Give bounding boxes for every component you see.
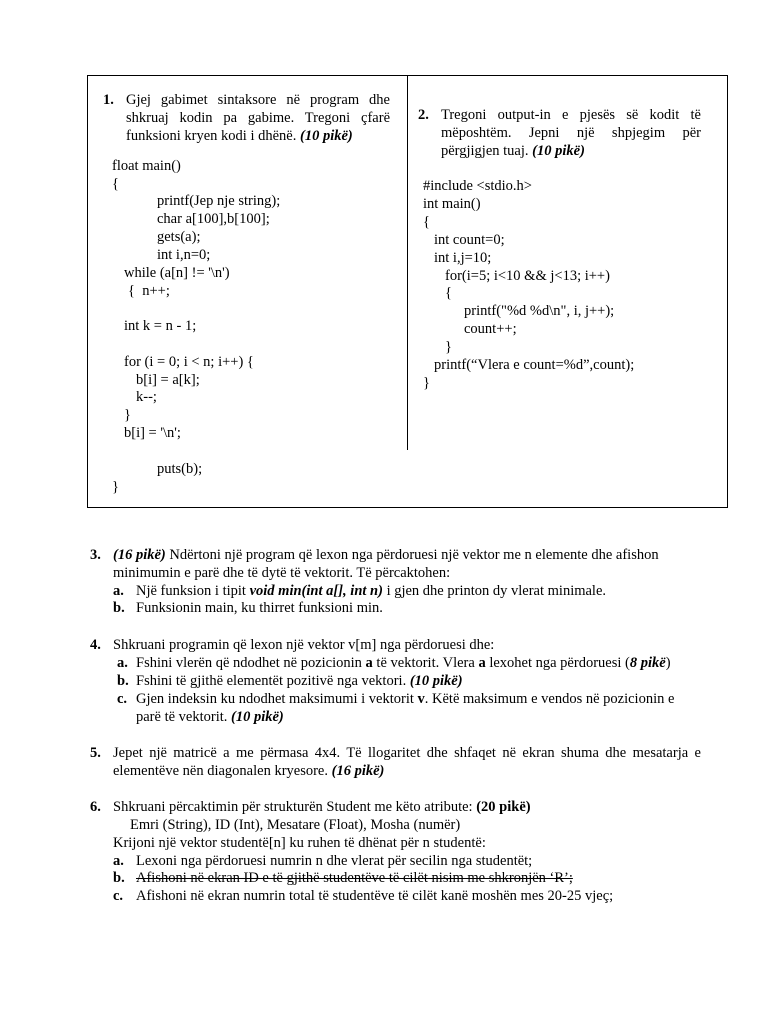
q5-number: 5. xyxy=(90,745,101,761)
q6-line-3: Krijoni një vektor studentë[n] ku ruhen të dhënat për n studentë: xyxy=(113,835,486,851)
q4-number: 4. xyxy=(90,637,101,653)
q6-number: 6. xyxy=(90,799,101,815)
q6-line-1 xyxy=(113,798,531,816)
q1-points: (10 pikë) xyxy=(299,128,353,144)
q4-c-line-2 xyxy=(136,708,284,726)
code-line: { xyxy=(112,176,119,192)
q6-a-label: a. xyxy=(113,853,124,869)
q4-a-label: a. xyxy=(117,655,128,671)
q2-line-3-text: përgjigjen tuaj. xyxy=(441,143,533,159)
code-line: b[i] = '\n'; xyxy=(124,425,181,441)
code-line: while (a[n] != '\n') xyxy=(124,265,230,281)
q6-attributes: Emri (String), ID (Int), Mesatare (Float), Mosha (numër) xyxy=(130,817,461,833)
q4-c-post: . Këtë maksimum e vendos në pozicionin e xyxy=(424,691,675,707)
code-line: { n++; xyxy=(128,283,170,299)
code-line: for(i=5; i<10 && j<13; i++) xyxy=(445,268,610,284)
q4-line-1: Shkruani programin që lexon një vektor v[m] nga përdoruesi dhe: xyxy=(113,637,495,653)
code-line: } xyxy=(112,479,119,495)
q2-line-1: Tregoni output-in e pjesës së kodit të xyxy=(441,107,701,123)
code-line: k--; xyxy=(136,389,157,405)
q4-c-pre: Gjen indeksin ku ndodhet maksimumi i vektorit xyxy=(136,691,418,707)
code-line: b[i] = a[k]; xyxy=(136,372,200,388)
q6-a-text: Lexoni nga përdoruesi numrin n dhe vlerat për secilin nga studentët; xyxy=(136,853,533,869)
code-line: } xyxy=(423,375,430,391)
q4-b-label: b. xyxy=(117,673,129,689)
q4-b-points: (10 pikë) xyxy=(409,673,463,689)
q4-c-label: c. xyxy=(117,691,128,707)
code-line: puts(b); xyxy=(157,461,203,477)
q1-line-3 xyxy=(126,127,353,145)
q6-b-text: Afishoni në ekran ID e të gjithë studentëve të cilët nisim me shkronjën ‘R’; xyxy=(136,870,573,886)
code-line: printf(Jep nje string); xyxy=(157,193,281,209)
q3-b-label: b. xyxy=(113,600,125,616)
q6-points: (20 pikë) xyxy=(476,799,531,815)
q3-b-text: Funksionin main, ku thirret funksioni min. xyxy=(136,600,383,616)
q3-a-signature: void min(int a[], int n) xyxy=(249,583,383,599)
code-line: char a[100],b[100]; xyxy=(157,211,270,227)
code-line: int k = n - 1; xyxy=(124,318,197,334)
q6-c-text: Afishoni në ekran numrin total të studentëve të cilët kanë moshën mes 20-25 vjeç; xyxy=(136,888,614,904)
q2-line-2: mëposhtëm. Jepni një shpjegim për xyxy=(441,125,701,141)
code-line: float main() xyxy=(112,158,181,174)
q1-line-3-text: funksioni kryen kodi i dhënë. xyxy=(126,128,300,144)
q3-a-text xyxy=(136,582,606,600)
q4-a-pre: Fshini vlerën që ndodhet në pozicionin xyxy=(136,655,366,671)
q4-b-pre: Fshini të gjithë elementët pozitivë nga vektori. xyxy=(136,673,410,689)
code-line: } xyxy=(124,407,131,423)
q3-line-1-text: Ndërtoni një program që lexon nga përdoruesi një vektor me n elemente dhe afishon xyxy=(165,547,659,563)
code-line: { xyxy=(423,214,430,230)
q4-a-text xyxy=(136,654,671,672)
q4-c-bold: v xyxy=(417,691,425,707)
q5-line-1: Jepet një matricë a me përmasa 4x4. Të llogaritet dhe shfaqet në ekran shuma dhe mesatarja e xyxy=(113,745,701,761)
q6-c-label: c. xyxy=(113,888,124,904)
code-line: for (i = 0; i < n; i++) { xyxy=(124,354,254,370)
q3-a-label: a. xyxy=(113,583,124,599)
q3-points: (16 pikë) xyxy=(113,547,166,563)
q2-line-3 xyxy=(441,142,585,160)
code-line: printf("%d %d\n", i, j++); xyxy=(464,303,615,319)
q4-a-points: 8 pikë xyxy=(629,655,666,671)
q3-line-1 xyxy=(113,546,659,564)
code-line: int count=0; xyxy=(434,232,505,248)
q4-a-post: lexohet nga përdoruesi ( xyxy=(485,655,630,671)
q6-b-label: b. xyxy=(113,870,125,886)
code-line: int main() xyxy=(423,196,481,212)
q2-number: 2. xyxy=(418,107,429,123)
q5-line-2 xyxy=(113,762,384,780)
code-line: count++; xyxy=(464,321,517,337)
q4-a-close: ) xyxy=(665,655,671,671)
q1-line-2: shkruaj kodin pa gabime. Tregoni çfarë xyxy=(126,110,390,126)
code-line: gets(a); xyxy=(157,229,201,245)
q4-b-text xyxy=(136,672,463,690)
q3-a-pre: Një funksion i tipit xyxy=(136,583,250,599)
q4-c-line-2-text: parë të vektorit. xyxy=(136,709,232,725)
q4-a-mid: të vektorit. Vlera xyxy=(372,655,479,671)
code-line: int i,n=0; xyxy=(157,247,211,263)
q3-line-2: minimumin e parë dhe të dytë të vektorit. Të përcaktohen: xyxy=(113,565,451,581)
code-line: printf(“Vlera e count=%d”,count); xyxy=(434,357,635,373)
q2-points: (10 pikë) xyxy=(532,143,585,159)
q4-c-points: (10 pikë) xyxy=(231,709,284,725)
q3-number: 3. xyxy=(90,547,101,563)
q3-a-post: i gjen dhe printon dy vlerat minimale. xyxy=(382,583,607,599)
q5-points: (16 pikë) xyxy=(331,763,385,779)
code-line: { xyxy=(445,285,452,301)
q4-a-bold-1: a xyxy=(365,655,373,671)
q1-number: 1. xyxy=(103,92,114,108)
code-line: } xyxy=(445,339,452,355)
q6-line-1-text: Shkruani përcaktimin për strukturën Student me këto atribute: xyxy=(113,799,477,815)
q4-c-text xyxy=(136,690,674,708)
code-line: #include <stdio.h> xyxy=(423,178,532,194)
code-line: int i,j=10; xyxy=(434,250,492,266)
q1-line-1: Gjej gabimet sintaksore në program dhe xyxy=(126,92,390,108)
q4-a-bold-2: a xyxy=(478,655,486,671)
column-divider xyxy=(407,75,408,450)
q5-line-2-text: elementëve nën diagonalen kryesore. xyxy=(113,763,332,779)
